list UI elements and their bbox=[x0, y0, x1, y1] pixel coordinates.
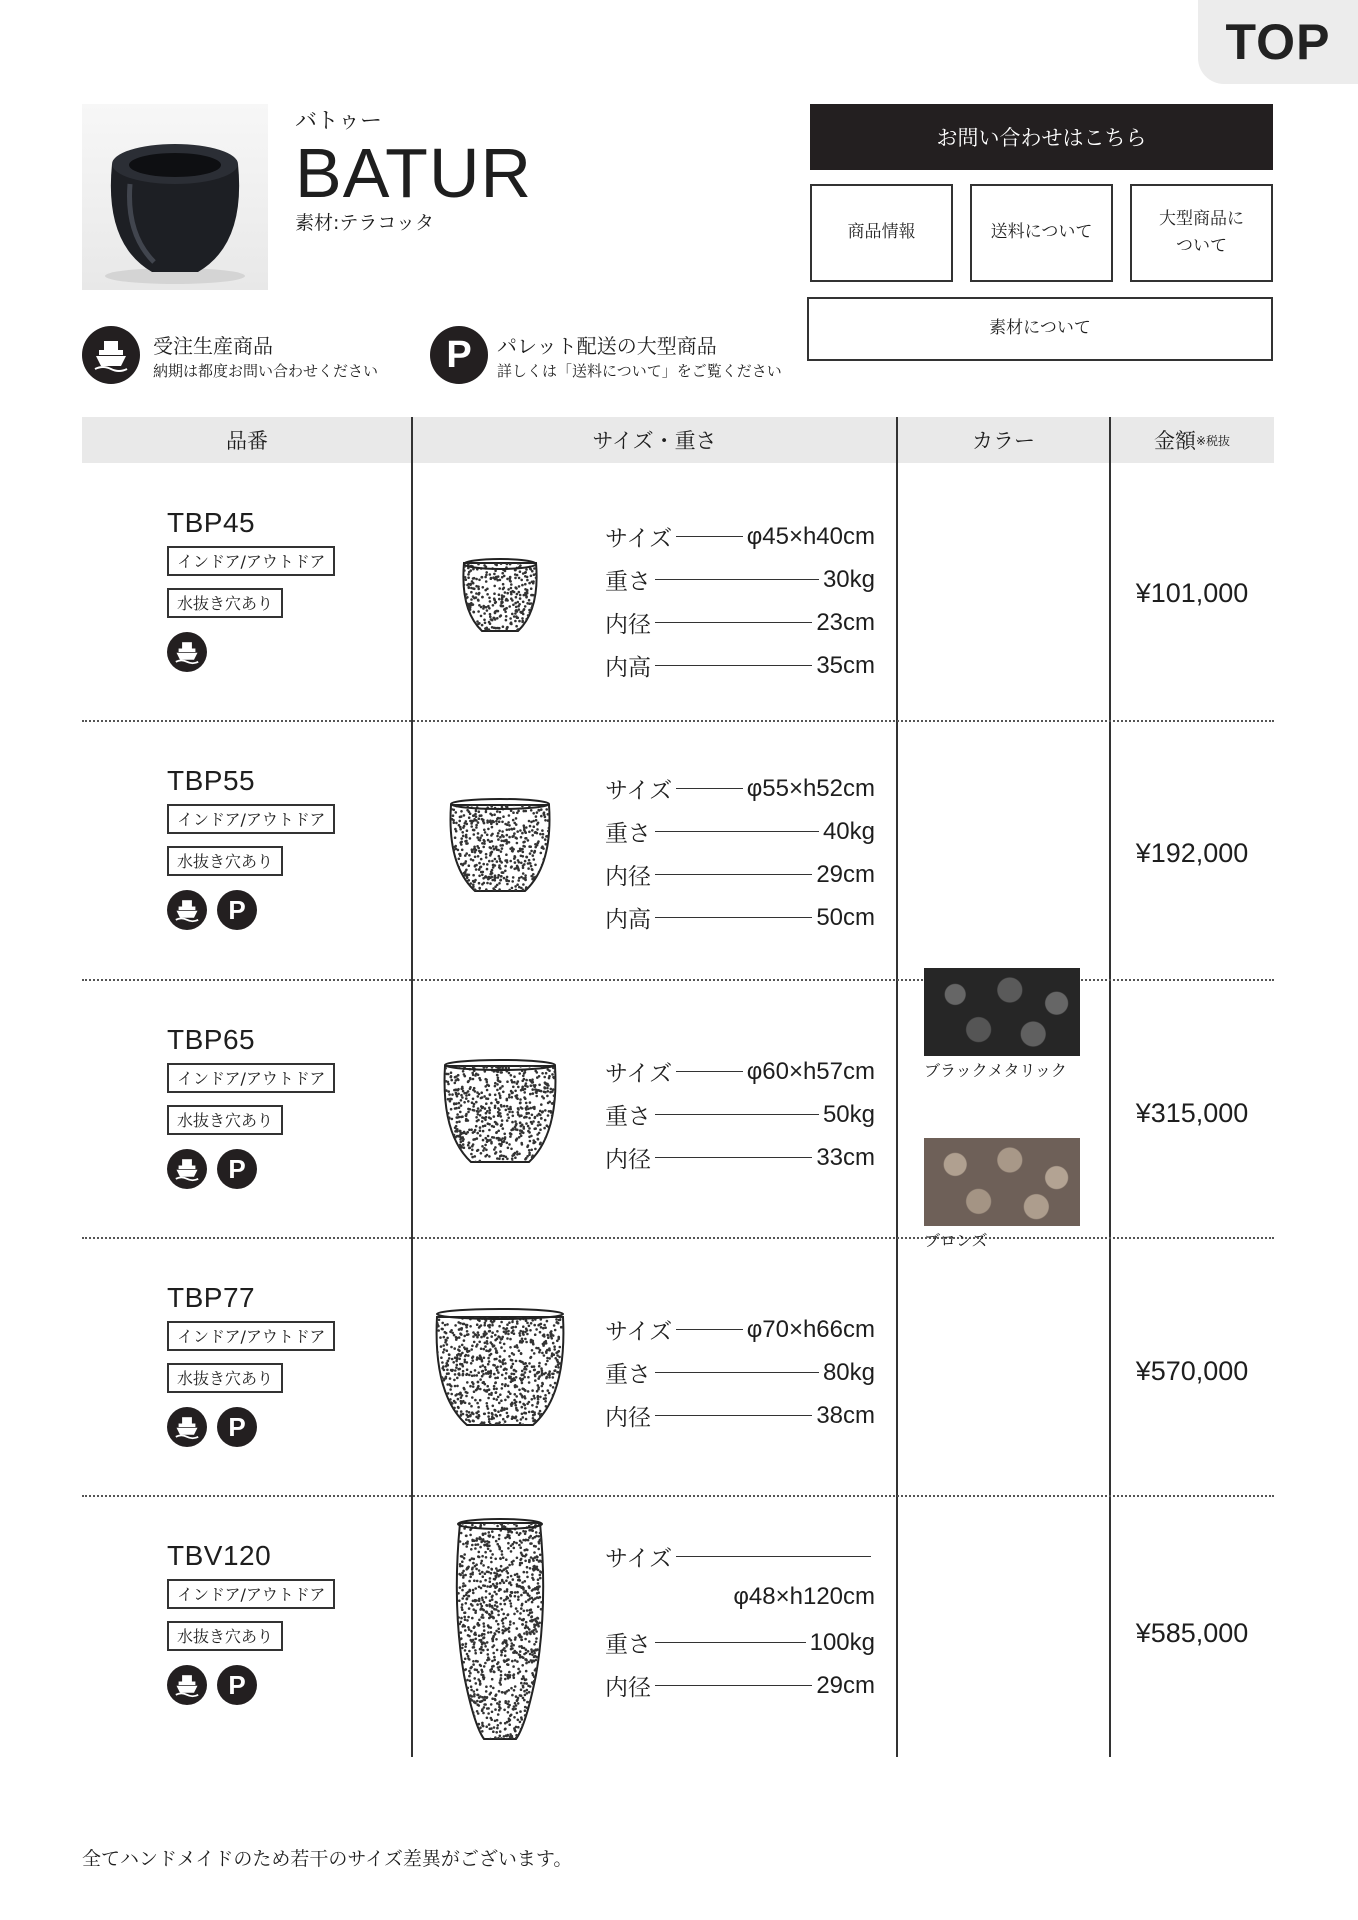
material-info-label: 素材について bbox=[989, 318, 1091, 339]
spec-row bbox=[605, 1313, 875, 1346]
spec-value: φ55×h52cm bbox=[746, 774, 875, 802]
spec-leader bbox=[655, 579, 819, 580]
spec-leader bbox=[676, 536, 743, 537]
tag-drain-hole: 水抜き穴あり bbox=[167, 1105, 283, 1135]
spec-value: 29cm bbox=[816, 1671, 875, 1699]
spec-label: サイズ bbox=[605, 1546, 673, 1572]
pot-illustration bbox=[433, 1305, 567, 1431]
spec-row bbox=[605, 1399, 875, 1432]
product-code: TBV120 bbox=[167, 1540, 272, 1571]
spec-value: φ45×h40cm bbox=[746, 522, 875, 550]
spec-value: 23cm bbox=[816, 608, 875, 636]
product-code: TBP77 bbox=[167, 1282, 256, 1313]
spec-row bbox=[605, 563, 875, 596]
pallet-p-icon: P bbox=[217, 1665, 257, 1705]
product-material: 素材:テラコッタ bbox=[295, 212, 435, 234]
pot-illustration bbox=[447, 795, 553, 897]
spec-row bbox=[605, 1669, 875, 1702]
large-item-label-1: 大型商品に bbox=[1159, 208, 1244, 229]
row-icons bbox=[167, 1407, 257, 1447]
product-info-button[interactable] bbox=[810, 184, 953, 282]
spec-row bbox=[605, 901, 875, 934]
spec-label: 内高 bbox=[605, 907, 651, 933]
spec-leader bbox=[676, 1329, 743, 1330]
header-color: カラー bbox=[972, 429, 1035, 453]
row-separator bbox=[82, 979, 1274, 981]
spec-label: 内径 bbox=[605, 612, 651, 638]
large-item-label-2: ついて bbox=[1176, 236, 1227, 256]
spec-leader bbox=[655, 665, 812, 666]
spec-value: φ70×h66cm bbox=[746, 1315, 875, 1343]
spec-value: 30kg bbox=[822, 565, 875, 593]
spec-row bbox=[605, 1626, 875, 1659]
product-code: TBP55 bbox=[167, 765, 256, 796]
tag-indoor-outdoor: インドア/アウトドア bbox=[167, 1063, 335, 1093]
spec-value: 33cm bbox=[816, 1143, 875, 1171]
spec-row bbox=[605, 1098, 875, 1131]
ship-icon bbox=[167, 1149, 207, 1189]
spec-label: 重さ bbox=[605, 1632, 651, 1658]
spec-value: 38cm bbox=[816, 1401, 875, 1429]
spec-label: サイズ bbox=[605, 778, 673, 804]
material-info-button[interactable] bbox=[807, 297, 1273, 361]
spec-leader bbox=[655, 1685, 812, 1686]
product-kana: バトゥー bbox=[295, 109, 383, 134]
product-code: TBP65 bbox=[167, 1024, 256, 1055]
price: ¥585,000 bbox=[1135, 1618, 1249, 1648]
made-to-order-sub: 納期は都度お問い合わせください bbox=[153, 362, 379, 380]
spec-row bbox=[605, 815, 875, 848]
price: ¥315,000 bbox=[1135, 1098, 1249, 1128]
made-to-order-title: 受注生産商品 bbox=[153, 334, 273, 358]
tag-indoor-outdoor: インドア/アウトドア bbox=[167, 1321, 335, 1351]
divider bbox=[1109, 417, 1111, 1757]
product-code: TBP45 bbox=[167, 507, 256, 538]
spec-leader bbox=[655, 1372, 819, 1373]
spec-row bbox=[605, 1356, 875, 1389]
pallet-sub: 詳しくは「送料について」をご覧ください bbox=[497, 362, 782, 380]
row-separator bbox=[82, 1237, 1274, 1239]
header-size-weight: サイズ・重さ bbox=[592, 429, 717, 453]
pallet-p-icon: P bbox=[217, 1149, 257, 1189]
divider bbox=[896, 417, 898, 1757]
ship-icon bbox=[167, 1407, 207, 1447]
spec-value: 100kg bbox=[809, 1628, 875, 1656]
spec-label: 内径 bbox=[605, 1675, 651, 1701]
spec-value: 50kg bbox=[822, 1100, 875, 1128]
pallet-p-icon: P bbox=[430, 326, 488, 384]
ship-icon bbox=[167, 890, 207, 930]
product-info-label: 商品情報 bbox=[847, 222, 916, 243]
tag-indoor-outdoor: インドア/アウトドア bbox=[167, 804, 335, 834]
spec-label: 内高 bbox=[605, 655, 651, 681]
tag-indoor-outdoor: インドア/アウトドア bbox=[167, 1579, 335, 1609]
spec-label: 重さ bbox=[605, 821, 651, 847]
spec-row bbox=[605, 1055, 875, 1088]
spec-label: サイズ bbox=[605, 526, 673, 552]
pot-illustration bbox=[454, 1515, 546, 1745]
spec-row bbox=[605, 1540, 875, 1573]
spec-label: 重さ bbox=[605, 569, 651, 595]
spec-value: 80kg bbox=[822, 1358, 875, 1386]
price: ¥101,000 bbox=[1135, 578, 1249, 608]
spec-leader bbox=[655, 874, 812, 875]
spec-leader bbox=[655, 1642, 806, 1643]
divider bbox=[411, 417, 413, 1757]
spec-label: サイズ bbox=[605, 1319, 673, 1345]
spec-value: φ60×h57cm bbox=[746, 1057, 875, 1085]
row-icons bbox=[167, 1665, 257, 1705]
pallet-title: パレット配送の大型商品 bbox=[497, 334, 717, 358]
product-name: BATUR bbox=[295, 134, 533, 212]
spec-label: 重さ bbox=[605, 1104, 651, 1130]
spec-row bbox=[605, 606, 875, 639]
spec-leader bbox=[655, 1157, 812, 1158]
spec-leader bbox=[655, 831, 819, 832]
top-link[interactable]: TOP bbox=[1198, 0, 1358, 84]
spec-value: φ48×h120cm bbox=[733, 1583, 875, 1610]
row-icons bbox=[167, 632, 207, 672]
contact-button[interactable]: お問い合わせはこちら bbox=[810, 104, 1273, 170]
header-price-label: 金額 bbox=[1153, 429, 1196, 453]
shipping-button[interactable] bbox=[970, 184, 1113, 282]
ship-icon bbox=[167, 632, 207, 672]
spec-leader bbox=[655, 1114, 819, 1115]
row-separator bbox=[82, 1495, 1274, 1497]
row-icons bbox=[167, 1149, 257, 1189]
spec-label: 内径 bbox=[605, 1147, 651, 1173]
header-code: 品番 bbox=[226, 429, 268, 453]
tag-drain-hole: 水抜き穴あり bbox=[167, 1621, 283, 1651]
swatch-black-metallic bbox=[924, 968, 1080, 1056]
footnote: 全てハンドメイドのため若干のサイズ差異がございます。 bbox=[82, 1848, 573, 1870]
spec-row bbox=[605, 649, 875, 682]
pot-illustration bbox=[441, 1056, 559, 1168]
header-price-note: ※税抜 bbox=[1195, 433, 1231, 448]
spec-row bbox=[605, 772, 875, 805]
pot-illustration bbox=[460, 555, 540, 637]
spec-leader bbox=[655, 622, 812, 623]
large-item-button[interactable] bbox=[1130, 184, 1273, 282]
spec-row bbox=[605, 520, 875, 553]
ship-icon bbox=[167, 1665, 207, 1705]
header-price bbox=[1110, 417, 1274, 463]
color-name: ブロンズ bbox=[924, 1231, 988, 1250]
pallet-p-icon: P bbox=[217, 1407, 257, 1447]
spec-value: 50cm bbox=[816, 903, 875, 931]
spec-label: 重さ bbox=[605, 1362, 651, 1388]
pallet-p-icon: P bbox=[217, 890, 257, 930]
spec-row bbox=[605, 858, 875, 891]
spec-leader bbox=[676, 1071, 743, 1072]
tag-indoor-outdoor: インドア/アウトドア bbox=[167, 546, 335, 576]
spec-leader bbox=[676, 1556, 871, 1557]
spec-label: サイズ bbox=[605, 1061, 673, 1087]
product-photo bbox=[82, 104, 268, 290]
tag-drain-hole: 水抜き穴あり bbox=[167, 1363, 283, 1393]
spec-value: 40kg bbox=[822, 817, 875, 845]
spec-row bbox=[605, 1141, 875, 1174]
spec-leader bbox=[676, 788, 743, 789]
row-icons bbox=[167, 890, 257, 930]
ship-icon bbox=[82, 326, 140, 384]
spec-value: 35cm bbox=[816, 651, 875, 679]
row-separator bbox=[82, 720, 1274, 722]
spec-label: 内径 bbox=[605, 1405, 651, 1431]
spec-value: 29cm bbox=[816, 860, 875, 888]
spec-value-row bbox=[605, 1583, 875, 1611]
swatch-bronze bbox=[924, 1138, 1080, 1226]
price: ¥570,000 bbox=[1135, 1356, 1249, 1386]
spec-leader bbox=[655, 917, 812, 918]
shipping-label: 送料について bbox=[990, 222, 1093, 243]
tag-drain-hole: 水抜き穴あり bbox=[167, 846, 283, 876]
spec-label: 内径 bbox=[605, 864, 651, 890]
spec-leader bbox=[655, 1415, 812, 1416]
tag-drain-hole: 水抜き穴あり bbox=[167, 588, 283, 618]
color-name: ブラックメタリック bbox=[924, 1061, 1067, 1080]
price: ¥192,000 bbox=[1135, 838, 1249, 868]
